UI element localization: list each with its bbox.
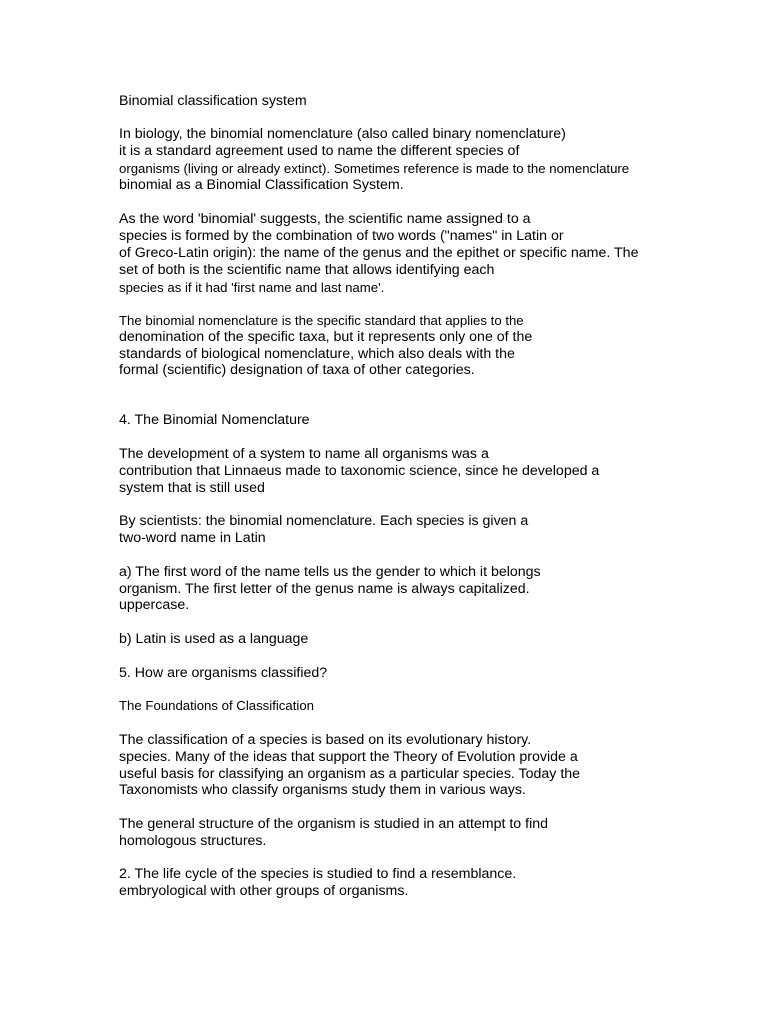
standard-line-1: The binomial nomenclature is the specific standard that applies to the bbox=[119, 313, 524, 328]
standard-line-2: denomination of the specific taxa, but it represents only one of the bbox=[119, 329, 533, 345]
structure-line-2: homologous structures. bbox=[119, 833, 267, 849]
structure-line-1: The general structure of the organism is studied in an attempt to find bbox=[119, 816, 549, 832]
scientists-line-2: two-word name in Latin bbox=[119, 530, 266, 546]
foundations-heading: The Foundations of Classification bbox=[119, 698, 314, 713]
intro-line-1: In biology, the binomial nomenclature (also called binary nomenclature) bbox=[119, 126, 566, 142]
development-line-1: The development of a system to name all organisms was a bbox=[119, 446, 489, 462]
intro-line-4: binomial as a Binomial Classification System. bbox=[119, 177, 404, 193]
development-line-2: contribution that Linnaeus made to taxonomic science, since he developed a bbox=[119, 463, 600, 479]
item-2-line-2: embryological with other groups of organisms. bbox=[119, 883, 409, 899]
standard-line-3: standards of biological nomenclature, which also deals with the bbox=[119, 346, 515, 362]
item-b-paragraph: b) Latin is used as a language bbox=[119, 631, 309, 647]
section-5-heading: 5. How are organisms classified? bbox=[119, 665, 328, 681]
binomial-word-line-3: of Greco-Latin origin): the name of the genus and the epithet or specific name. The bbox=[119, 245, 639, 261]
binomial-word-line-5: species as if it had 'first name and last name'. bbox=[119, 280, 385, 295]
item-a-line-3: uppercase. bbox=[119, 597, 190, 613]
document-title: Binomial classification system bbox=[119, 93, 307, 109]
scientists-line-1: By scientists: the binomial nomenclature. Each species is given a bbox=[119, 513, 529, 529]
classification-line-2: species. Many of the ideas that support the Theory of Evolution provide a bbox=[119, 749, 578, 765]
intro-line-2: it is a standard agreement used to name the different species of bbox=[119, 143, 520, 159]
standard-line-4: formal (scientific) designation of taxa of other categories. bbox=[119, 362, 475, 378]
binomial-word-line-2: species is formed by the combination of two words ("names" in Latin or bbox=[119, 228, 564, 244]
intro-line-3: organisms (living or already extinct). Sometimes reference is made to the nomenclature bbox=[119, 161, 630, 176]
classification-line-3: useful basis for classifying an organism as a particular species. Today the bbox=[119, 766, 581, 782]
classification-line-4: Taxonomists who classify organisms study them in various ways. bbox=[119, 782, 526, 798]
item-2-line-1: 2. The life cycle of the species is studied to find a resemblance. bbox=[119, 866, 517, 882]
binomial-word-line-1: As the word 'binomial' suggests, the scientific name assigned to a bbox=[119, 211, 531, 227]
classification-line-1: The classification of a species is based on its evolutionary history. bbox=[119, 732, 532, 748]
item-a-line-1: a) The first word of the name tells us the gender to which it belongs bbox=[119, 564, 541, 580]
development-line-3: system that is still used bbox=[119, 480, 265, 496]
binomial-word-line-4: set of both is the scientific name that allows identifying each bbox=[119, 262, 495, 278]
section-4-heading: 4. The Binomial Nomenclature bbox=[119, 412, 310, 428]
item-a-line-2: organism. The first letter of the genus name is always capitalized. bbox=[119, 581, 530, 597]
